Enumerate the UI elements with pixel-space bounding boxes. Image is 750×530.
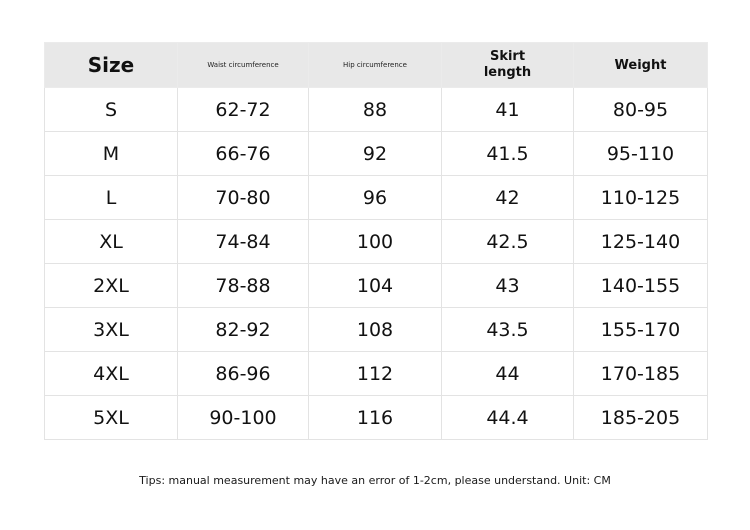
table-row xyxy=(45,396,708,440)
cell-skirt-length: 44.4 xyxy=(442,396,574,440)
cell-weight: 125-140 xyxy=(574,220,708,264)
header-waist: Waist circumference xyxy=(178,43,309,88)
cell-skirt-length: 44 xyxy=(442,352,574,396)
cell-skirt-length: 42 xyxy=(442,176,574,220)
cell-hip: 104 xyxy=(309,264,442,308)
cell-skirt-length: 43 xyxy=(442,264,574,308)
cell-size: S xyxy=(45,88,178,132)
cell-waist: 70-80 xyxy=(178,176,309,220)
header-skirt-line2: length xyxy=(483,65,532,80)
cell-size: 3XL xyxy=(45,308,178,352)
header-hip: Hip circumference xyxy=(309,43,442,88)
cell-size: 4XL xyxy=(45,352,178,396)
cell-skirt-length: 43.5 xyxy=(442,308,574,352)
header-skirt-line1: Skirt xyxy=(489,49,526,64)
size-chart-body xyxy=(45,88,708,440)
cell-weight: 140-155 xyxy=(574,264,708,308)
cell-waist: 66-76 xyxy=(178,132,309,176)
cell-hip: 108 xyxy=(309,308,442,352)
header-weight: Weight xyxy=(574,43,708,88)
cell-waist: 74-84 xyxy=(178,220,309,264)
header-skirt-length xyxy=(442,43,574,88)
cell-skirt-length: 42.5 xyxy=(442,220,574,264)
cell-hip: 96 xyxy=(309,176,442,220)
cell-size: 5XL xyxy=(45,396,178,440)
cell-hip: 112 xyxy=(309,352,442,396)
header-size: Size xyxy=(45,43,178,88)
table-row xyxy=(45,132,708,176)
cell-waist: 78-88 xyxy=(178,264,309,308)
cell-hip: 92 xyxy=(309,132,442,176)
header-row xyxy=(45,43,708,88)
cell-hip: 88 xyxy=(309,88,442,132)
cell-skirt-length: 41.5 xyxy=(442,132,574,176)
cell-weight: 170-185 xyxy=(574,352,708,396)
cell-size: L xyxy=(45,176,178,220)
table-row xyxy=(45,352,708,396)
table-row xyxy=(45,308,708,352)
table-row xyxy=(45,88,708,132)
cell-hip: 100 xyxy=(309,220,442,264)
cell-size: M xyxy=(45,132,178,176)
cell-waist: 90-100 xyxy=(178,396,309,440)
table-row xyxy=(45,176,708,220)
cell-waist: 82-92 xyxy=(178,308,309,352)
cell-hip: 116 xyxy=(309,396,442,440)
cell-weight: 155-170 xyxy=(574,308,708,352)
cell-size: 2XL xyxy=(45,264,178,308)
measurement-tips: Tips: manual measurement may have an error of 1-2cm, please understand. Unit: CM xyxy=(139,474,611,487)
size-chart-header xyxy=(45,43,708,88)
cell-weight: 185-205 xyxy=(574,396,708,440)
cell-weight: 95-110 xyxy=(574,132,708,176)
cell-skirt-length: 41 xyxy=(442,88,574,132)
cell-waist: 86-96 xyxy=(178,352,309,396)
cell-weight: 80-95 xyxy=(574,88,708,132)
cell-weight: 110-125 xyxy=(574,176,708,220)
size-chart-table xyxy=(44,42,708,440)
table-row xyxy=(45,264,708,308)
table-row xyxy=(45,220,708,264)
cell-size: XL xyxy=(45,220,178,264)
cell-waist: 62-72 xyxy=(178,88,309,132)
